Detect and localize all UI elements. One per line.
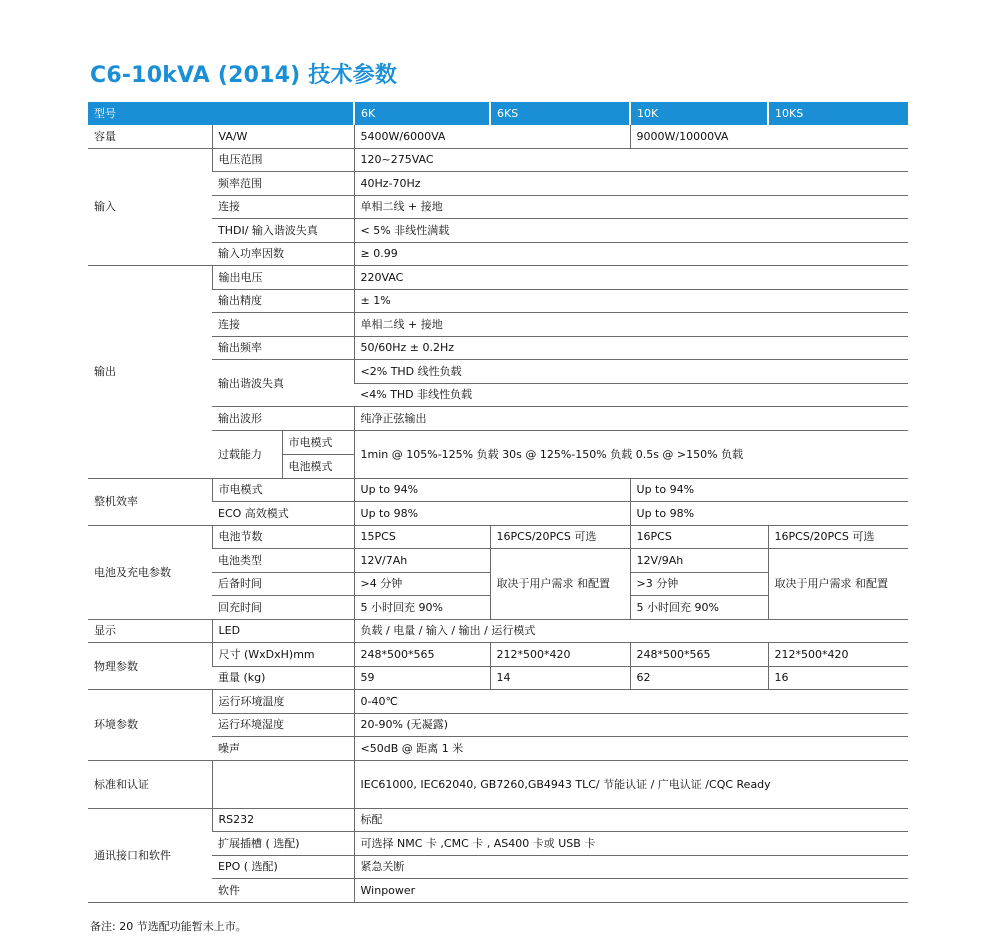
value-cell: 单相二线 + 接地: [354, 195, 908, 219]
value-cell: 50/60Hz ± 0.2Hz: [354, 336, 908, 360]
value-cell: 248*500*565: [354, 643, 490, 667]
section-input: 输入: [88, 148, 212, 266]
value-cell: ± 1%: [354, 289, 908, 313]
value-cell: 16: [768, 666, 908, 690]
footnote: 备注: 20 节选配功能暂未上市。: [90, 920, 247, 933]
value-cell: 62: [630, 666, 768, 690]
value-cell: IEC61000, IEC62040, GB7260,GB4943 TLC/ 节能认证 / 广电认证 /CQC Ready: [354, 760, 908, 808]
section-display: 显示: [88, 619, 212, 643]
value-cell: <2% THD 线性负载: [354, 360, 908, 384]
value-cell: 取决于用户需求 和配置: [768, 549, 908, 620]
value-cell: 12V/7Ah: [354, 549, 490, 573]
param-cell: 软件: [212, 879, 354, 903]
param-cell: 过载能力: [212, 430, 282, 478]
value-cell: 标配: [354, 808, 908, 832]
table-row: [88, 760, 908, 808]
overload-mains-mode: 市电模式: [283, 431, 354, 455]
table-header-row: [88, 102, 908, 125]
value-cell: 16PCS/20PCS 可选: [490, 525, 630, 549]
section-environment: 环境参数: [88, 690, 212, 761]
header-6ks: 6KS: [490, 102, 630, 125]
param-cell: 运行环境温度: [212, 690, 354, 714]
param-cell: LED: [212, 619, 354, 643]
table-row: [88, 148, 908, 172]
page-title: C6-10kVA (2014) 技术参数: [90, 63, 398, 88]
param-cell: THDI/ 输入谐波失真: [212, 219, 354, 243]
param-cell: 输出谐波失真: [212, 360, 354, 407]
param-cell: 连接: [212, 195, 354, 219]
value-cell: <50dB @ 距离 1 米: [354, 737, 908, 761]
section-capacity: 容量: [88, 125, 212, 149]
value-cell: 212*500*420: [768, 643, 908, 667]
param-cell: 连接: [212, 313, 354, 337]
value-cell: Up to 94%: [630, 478, 908, 502]
value-cell: >4 分钟: [354, 572, 490, 596]
param-cell: 运行环境湿度: [212, 713, 354, 737]
table-row: [88, 808, 908, 832]
value-cell: 16PCS: [630, 525, 768, 549]
value-cell: Winpower: [354, 879, 908, 903]
value-cell: 40Hz-70Hz: [354, 172, 908, 196]
table-row: [88, 125, 908, 149]
header-10k: 10K: [630, 102, 768, 125]
table-row: [88, 266, 908, 290]
value-cell: 5 小时回充 90%: [630, 596, 768, 620]
table-row: [88, 643, 908, 667]
table-row: [88, 525, 908, 549]
param-cell: 输出频率: [212, 336, 354, 360]
section-comms: 通讯接口和软件: [88, 808, 212, 902]
param-cell: EPO ( 选配): [212, 855, 354, 879]
param-cell: 电压范围: [212, 148, 354, 172]
value-cell: 20-90% (无凝露): [354, 713, 908, 737]
section-efficiency: 整机效率: [88, 478, 212, 525]
header-6k: 6K: [354, 102, 490, 125]
value-cell: 120~275VAC: [354, 148, 908, 172]
value-cell: 单相二线 + 接地: [354, 313, 908, 337]
param-cell: 电池节数: [212, 525, 354, 549]
value-cell: 59: [354, 666, 490, 690]
section-output: 输出: [88, 266, 212, 479]
param-cell: 频率范围: [212, 172, 354, 196]
value-cell: 纯净正弦输出: [354, 407, 908, 431]
param-cell: ECO 高效模式: [212, 502, 354, 526]
value-cell: 0-40℃: [354, 690, 908, 714]
value-cell: 1min @ 105%-125% 负载 30s @ 125%-150% 负载 0.5s @ >150% 负载: [354, 430, 908, 478]
value-cell: Up to 94%: [354, 478, 630, 502]
param-cell: 后备时间: [212, 572, 354, 596]
param-cell: 输出波形: [212, 407, 354, 431]
table-row: [88, 690, 908, 714]
param-cell: 尺寸 (WxDxH)mm: [212, 643, 354, 667]
value-cell: ≥ 0.99: [354, 242, 908, 266]
value-cell: 负载 / 电量 / 输入 / 输出 / 运行模式: [354, 619, 908, 643]
param-cell: 电池类型: [212, 549, 354, 573]
param-cell: 输入功率因数: [212, 242, 354, 266]
value-cell: 9000W/10000VA: [630, 125, 908, 149]
header-10ks: 10KS: [768, 102, 908, 125]
param-cell: 输出电压: [212, 266, 354, 290]
value-cell: 12V/9Ah: [630, 549, 768, 573]
param-cell: 市电模式: [212, 478, 354, 502]
value-cell: < 5% 非线性满载: [354, 219, 908, 243]
param-cell: RS232: [212, 808, 354, 832]
value-cell: 14: [490, 666, 630, 690]
spec-table: [88, 102, 908, 903]
param-cell: VA/W: [212, 125, 354, 149]
table-row: [88, 478, 908, 502]
value-cell: 紧急关断: [354, 855, 908, 879]
header-model: 型号: [88, 102, 354, 125]
section-standards: 标准和认证: [88, 760, 212, 808]
value-cell: <4% THD 非线性负载: [354, 383, 908, 407]
value-cell: Up to 98%: [630, 502, 908, 526]
table-row: [88, 619, 908, 643]
section-physical: 物理参数: [88, 643, 212, 690]
section-battery: 电池及充电参数: [88, 525, 212, 619]
param-cell: 噪声: [212, 737, 354, 761]
value-cell: >3 分钟: [630, 572, 768, 596]
value-cell: 可选择 NMC 卡 ,CMC 卡 , AS400 卡或 USB 卡: [354, 832, 908, 856]
value-cell: 5400W/6000VA: [354, 125, 630, 149]
overload-modes: [282, 430, 354, 478]
value-cell: 220VAC: [354, 266, 908, 290]
param-cell: 输出精度: [212, 289, 354, 313]
value-cell: Up to 98%: [354, 502, 630, 526]
param-cell: 重量 (kg): [212, 666, 354, 690]
value-cell: 15PCS: [354, 525, 490, 549]
value-cell: 16PCS/20PCS 可选: [768, 525, 908, 549]
overload-battery-mode: 电池模式: [288, 459, 333, 473]
value-cell: 5 小时回充 90%: [354, 596, 490, 620]
value-cell: 212*500*420: [490, 643, 630, 667]
param-cell: 扩展插槽 ( 选配): [212, 832, 354, 856]
param-cell: [212, 760, 354, 808]
value-cell: 取决于用户需求 和配置: [490, 549, 630, 620]
value-cell: 248*500*565: [630, 643, 768, 667]
param-cell: 回充时间: [212, 596, 354, 620]
